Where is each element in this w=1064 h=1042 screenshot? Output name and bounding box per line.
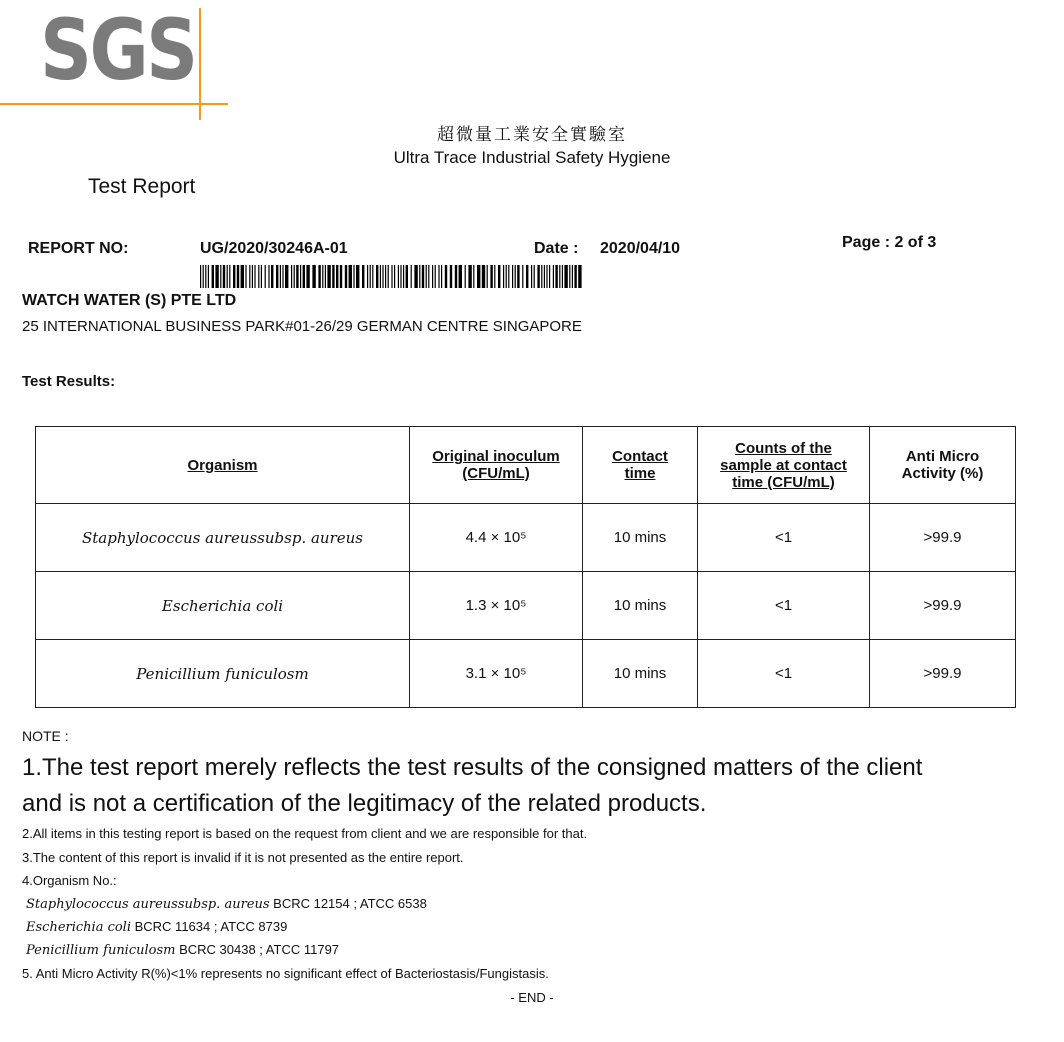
organism-name: Escherichia coli	[26, 920, 131, 935]
page-number: Page : 2 of 3	[842, 234, 937, 251]
col-counts: Counts of the sample at contact time (CFU/mL)	[698, 427, 870, 504]
note-2: 2.All items in this testing report is based on the request from client and we are responsible for that.	[22, 826, 588, 841]
lab-name-chinese: 超微量工業安全實驗室	[437, 125, 627, 145]
organism-codes: BCRC 12154 ; ATCC 6538	[269, 896, 427, 911]
table-header-row	[36, 427, 1016, 504]
activity-cell: >99.9	[870, 640, 1016, 708]
activity-cell: >99.9	[870, 572, 1016, 640]
organism-name: Staphylococcus aureussubsp. aureus	[26, 897, 270, 912]
organism-number-2	[26, 919, 287, 935]
logo-vertical-rule	[199, 8, 201, 120]
date-value: 2020/04/10	[600, 240, 681, 257]
lab-name-english: Ultra Trace Industrial Safety Hygiene	[393, 148, 671, 167]
note-4: 4.Organism No.:	[22, 873, 117, 888]
col-organism: Organism	[36, 427, 410, 504]
client-address: 25 INTERNATIONAL BUSINESS PARK#01-26/29 GERMAN CENTRE SINGAPORE	[22, 318, 582, 335]
client-name: WATCH WATER (S) PTE LTD	[22, 292, 237, 309]
inoculum-cell: 3.1 × 10⁵	[410, 640, 583, 708]
counts-cell: <1	[698, 504, 870, 572]
organism-cell: Escherichia coli	[36, 572, 410, 640]
table-row	[36, 504, 1016, 572]
organism-codes: BCRC 11634 ; ATCC 8739	[131, 919, 288, 934]
table-row	[36, 572, 1016, 640]
note-1-line-1: 1.The test report merely reflects the test results of the consigned matters of the client	[22, 754, 923, 781]
contact-cell: 10 mins	[583, 504, 698, 572]
end-marker: - END -	[510, 990, 554, 1005]
col-original-inoculum: Original inoculum (CFU/mL)	[410, 427, 583, 504]
note-1-line-2: and is not a certification of the legitimacy of the related products.	[22, 790, 707, 817]
organism-cell: Staphylococcus aureussubsp. aureus	[36, 504, 410, 572]
activity-cell: >99.9	[870, 504, 1016, 572]
col-anti-micro-activity: Anti Micro Activity (%)	[870, 427, 1016, 504]
note-3: 3.The content of this report is invalid if it is not presented as the entire report.	[22, 850, 464, 865]
report-no-value: UG/2020/30246A-01	[200, 240, 348, 257]
organism-codes: BCRC 30438 ; ATCC 11797	[175, 942, 340, 957]
organism-cell: Penicillium funiculosm	[36, 640, 410, 708]
barcode	[200, 265, 585, 288]
counts-cell: <1	[698, 572, 870, 640]
test-results-heading: Test Results:	[22, 373, 116, 390]
col-contact-time: Contact time	[583, 427, 698, 504]
date-label: Date :	[534, 240, 579, 257]
report-no-label: REPORT NO:	[28, 240, 129, 257]
organism-number-3	[26, 942, 339, 958]
table-row	[36, 640, 1016, 708]
inoculum-cell: 1.3 × 10⁵	[410, 572, 583, 640]
logo-horizontal-rule	[0, 103, 228, 105]
note-5: 5. Anti Micro Activity R(%)<1% represents no significant effect of Bacteriostasis/Fungistasis.	[22, 966, 549, 981]
inoculum-cell: 4.4 × 10⁵	[410, 504, 583, 572]
counts-cell: <1	[698, 640, 870, 708]
report-title: Test Report	[88, 175, 196, 198]
results-table	[35, 426, 1016, 708]
contact-cell: 10 mins	[583, 640, 698, 708]
logo-text: SGS	[40, 1, 196, 99]
organism-name: Penicillium funiculosm	[26, 943, 176, 958]
sgs-logo	[0, 0, 240, 125]
organism-number-1	[26, 896, 427, 912]
note-heading: NOTE :	[22, 728, 69, 744]
contact-cell: 10 mins	[583, 572, 698, 640]
